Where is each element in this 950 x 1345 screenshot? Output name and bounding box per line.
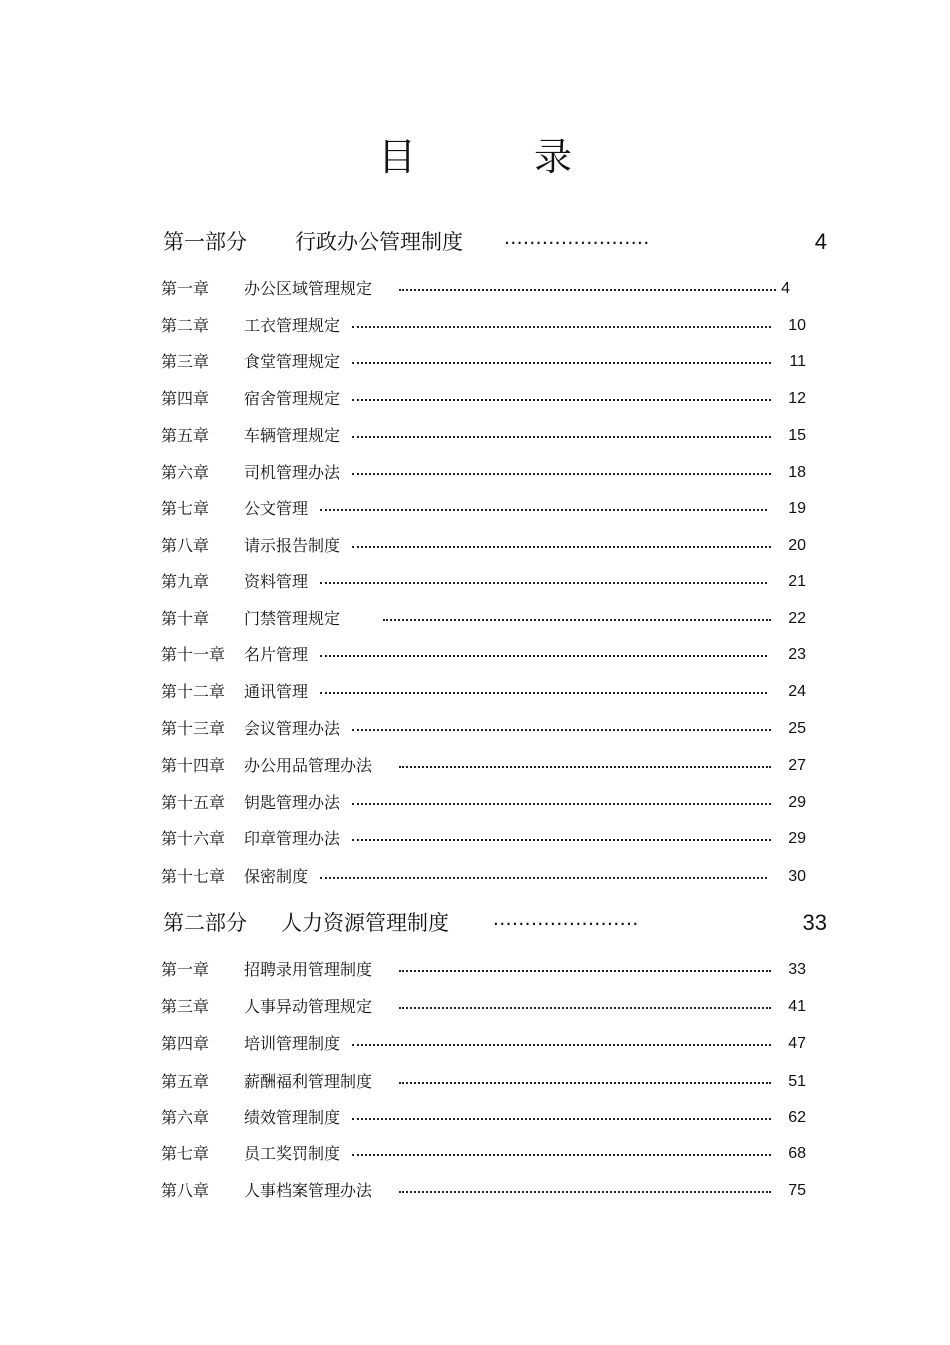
page-number: 24 — [788, 683, 806, 700]
page-number: 12 — [788, 390, 806, 407]
dot-leader — [320, 877, 767, 879]
toc-entry[interactable] — [161, 717, 806, 741]
page-number: 29 — [788, 830, 806, 847]
dot-leader — [399, 289, 776, 291]
chapter-title: 办公区域管理规定 — [244, 279, 373, 298]
dot-leader — [352, 326, 771, 328]
toc-entry[interactable] — [161, 1179, 806, 1203]
chapter-number: 第八章 — [161, 536, 210, 555]
page-number: 22 — [788, 610, 806, 627]
chapter-title: 招聘录用管理制度 — [244, 960, 373, 979]
toc-entry[interactable] — [161, 958, 806, 982]
chapter-title: 门禁管理规定 — [244, 609, 341, 628]
chapter-title: 绩效管理制度 — [244, 1108, 341, 1127]
chapter-number: 第一章 — [161, 960, 210, 979]
chapter-title: 人事档案管理办法 — [244, 1181, 373, 1200]
dot-leader — [352, 729, 771, 731]
chapter-title: 公文管理 — [244, 499, 309, 518]
part-number: 第一部分 — [163, 230, 247, 254]
page-title: 目 录 — [377, 135, 612, 179]
toc-entry[interactable] — [161, 865, 806, 889]
part-title: 人力资源管理制度 — [281, 911, 449, 935]
part-heading[interactable] — [163, 906, 827, 940]
chapter-title: 资料管理 — [244, 572, 309, 591]
chapter-number: 第四章 — [161, 1034, 210, 1053]
dot-leader — [320, 509, 767, 511]
dot-leader — [399, 1082, 771, 1084]
dot-leader: ....................... — [504, 226, 650, 249]
chapter-number: 第十七章 — [161, 867, 226, 886]
page-number: 20 — [788, 537, 806, 554]
dot-leader — [320, 582, 767, 584]
chapter-title: 薪酬福利管理制度 — [244, 1072, 373, 1091]
chapter-title: 宿舍管理规定 — [244, 389, 341, 408]
chapter-number: 第八章 — [161, 1181, 210, 1200]
chapter-number: 第十二章 — [161, 682, 226, 701]
page-number: 33 — [788, 961, 806, 978]
chapter-number: 第七章 — [161, 1144, 210, 1163]
toc-entry[interactable] — [161, 791, 806, 815]
chapter-number: 第十五章 — [161, 793, 226, 812]
chapter-number: 第十章 — [161, 609, 210, 628]
page-number: 25 — [788, 720, 806, 737]
chapter-title: 人事异动管理规定 — [244, 997, 373, 1016]
page-number: 27 — [788, 757, 806, 774]
page-number: 21 — [788, 573, 806, 590]
dot-leader — [352, 839, 771, 841]
chapter-number: 第九章 — [161, 572, 210, 591]
toc-entry[interactable] — [161, 314, 806, 338]
toc-entry[interactable] — [161, 1070, 806, 1094]
page-number: 41 — [788, 998, 806, 1015]
chapter-number: 第六章 — [161, 463, 210, 482]
dot-leader — [320, 692, 767, 694]
toc-entry[interactable] — [161, 570, 806, 594]
toc-entry[interactable] — [161, 754, 806, 778]
chapter-title: 保密制度 — [244, 867, 309, 886]
toc-entry[interactable] — [161, 387, 806, 411]
part-title: 行政办公管理制度 — [295, 230, 463, 254]
chapter-number: 第十一章 — [161, 645, 226, 664]
dot-leader: ....................... — [493, 907, 639, 930]
page-number: 19 — [788, 500, 806, 517]
chapter-title: 工衣管理规定 — [244, 316, 341, 335]
dot-leader — [399, 1191, 771, 1193]
page-number: 10 — [788, 317, 806, 334]
chapter-title: 员工奖罚制度 — [244, 1144, 341, 1163]
page-number: 33 — [802, 910, 827, 935]
page-number: 11 — [789, 353, 806, 370]
toc-entry[interactable] — [161, 607, 806, 631]
chapter-title: 车辆管理规定 — [244, 426, 341, 445]
dot-leader — [352, 436, 771, 438]
dot-leader — [399, 766, 771, 768]
toc-entry[interactable] — [161, 277, 806, 301]
toc-entry[interactable] — [161, 995, 806, 1019]
page-number: 23 — [788, 646, 806, 663]
page-number: 4 — [781, 280, 790, 297]
toc-entry[interactable] — [161, 461, 806, 485]
chapter-title: 司机管理办法 — [244, 463, 341, 482]
dot-leader — [320, 655, 767, 657]
chapter-number: 第六章 — [161, 1108, 210, 1127]
chapter-number: 第五章 — [161, 426, 210, 445]
page-number: 62 — [788, 1109, 806, 1126]
page-number: 29 — [788, 794, 806, 811]
chapter-number: 第五章 — [161, 1072, 210, 1091]
chapter-title: 食堂管理规定 — [244, 352, 341, 371]
dot-leader — [352, 546, 771, 548]
toc-entry[interactable] — [161, 534, 806, 558]
page-number: 47 — [788, 1035, 806, 1052]
dot-leader — [352, 473, 771, 475]
dot-leader — [383, 619, 771, 621]
page-number: 18 — [788, 464, 806, 481]
page-number: 51 — [788, 1073, 806, 1090]
chapter-title: 名片管理 — [244, 645, 309, 664]
chapter-number: 第一章 — [161, 279, 210, 298]
dot-leader — [399, 1007, 771, 1009]
toc-entry[interactable] — [161, 827, 806, 851]
chapter-number: 第三章 — [161, 997, 210, 1016]
chapter-title: 印章管理办法 — [244, 829, 341, 848]
toc-entry[interactable] — [161, 424, 806, 448]
chapter-title: 办公用品管理办法 — [244, 756, 373, 775]
dot-leader — [399, 970, 771, 972]
toc-entry[interactable] — [161, 680, 806, 704]
chapter-title: 钥匙管理办法 — [244, 793, 341, 812]
chapter-number: 第三章 — [161, 352, 210, 371]
page-number: 75 — [788, 1182, 806, 1199]
dot-leader — [352, 1154, 771, 1156]
page-number: 68 — [788, 1145, 806, 1162]
page-number: 15 — [788, 427, 806, 444]
dot-leader — [352, 399, 771, 401]
toc-entry[interactable] — [161, 497, 806, 521]
chapter-number: 第四章 — [161, 389, 210, 408]
part-heading[interactable] — [163, 225, 827, 259]
chapter-title: 请示报告制度 — [244, 536, 341, 555]
toc-entry[interactable] — [161, 1106, 806, 1130]
chapter-title: 通讯管理 — [244, 682, 309, 701]
chapter-number: 第十三章 — [161, 719, 226, 738]
chapter-number: 第七章 — [161, 499, 210, 518]
page-number: 30 — [788, 868, 806, 885]
chapter-title: 会议管理办法 — [244, 719, 341, 738]
toc-entry[interactable] — [161, 643, 806, 667]
chapter-number: 第二章 — [161, 316, 210, 335]
part-number: 第二部分 — [163, 911, 247, 935]
dot-leader — [352, 1044, 771, 1046]
chapter-title: 培训管理制度 — [244, 1034, 341, 1053]
chapter-number: 第十六章 — [161, 829, 226, 848]
chapter-number: 第十四章 — [161, 756, 226, 775]
dot-leader — [352, 1118, 771, 1120]
toc-entry[interactable] — [161, 350, 806, 374]
dot-leader — [352, 362, 771, 364]
page-number: 4 — [814, 229, 827, 254]
toc-entry[interactable] — [161, 1142, 806, 1166]
toc-entry[interactable] — [161, 1032, 806, 1056]
dot-leader — [352, 803, 771, 805]
